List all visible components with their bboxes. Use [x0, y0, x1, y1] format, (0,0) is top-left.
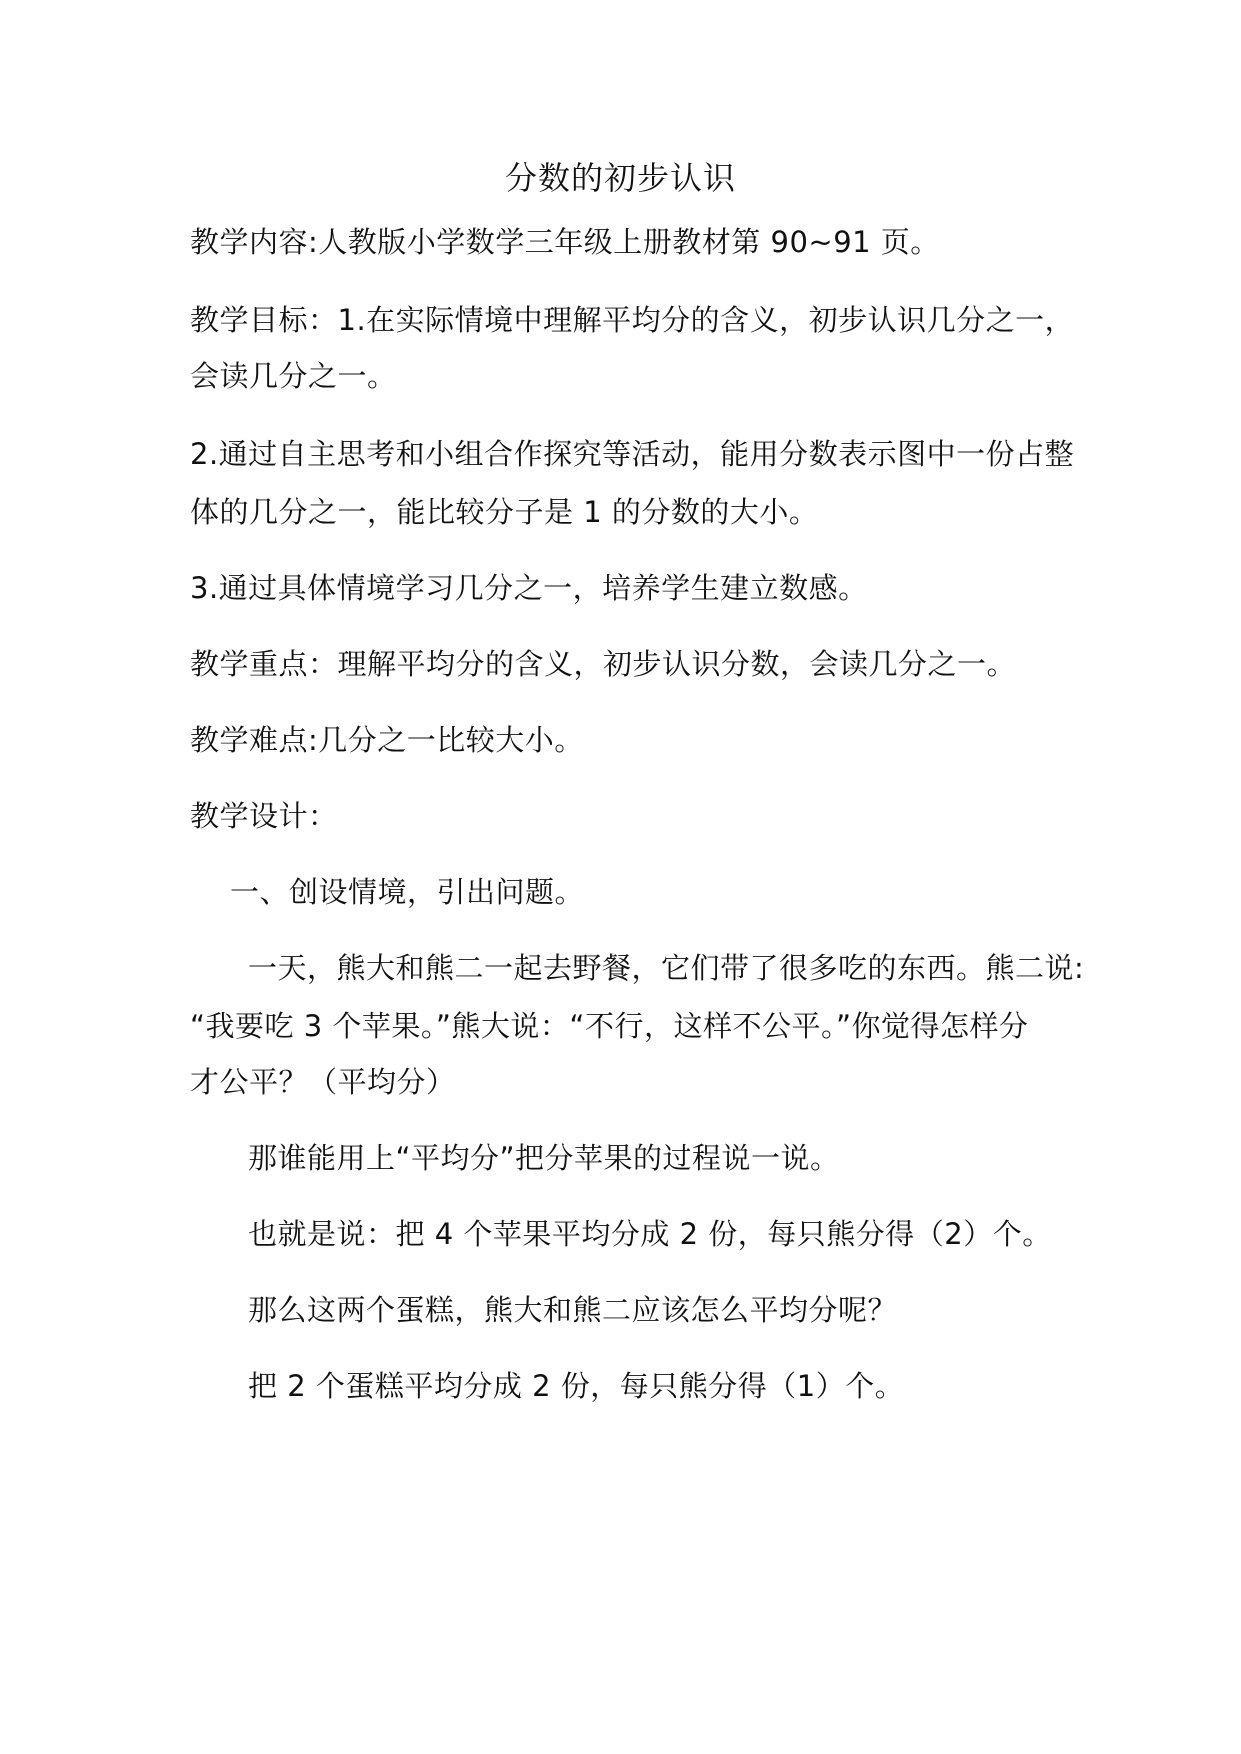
teaching-design-heading: 教学设计：	[190, 799, 338, 833]
section-one-heading: 一、创设情境，引出问题。	[230, 875, 585, 909]
objective-2-line-1: 2.通过自主思考和小组合作探究等活动，能用分数表示图中一份占整	[190, 437, 1075, 471]
story-paragraph-line-2: “我要吃 3 个苹果。”熊大说：“不行，这样不公平。”你觉得怎样分	[190, 1009, 1029, 1043]
teaching-content-line: 教学内容:人教版小学数学三年级上册教材第 90~91 页。	[190, 225, 940, 259]
story-paragraph-line-1: 一天，熊大和熊二一起去野餐，它们带了很多吃的东西。熊二说:	[248, 951, 1085, 985]
document-title: 分数的初步认识	[504, 159, 736, 197]
cake-question-line: 那么这两个蛋糕，熊大和熊二应该怎么平均分呢？	[248, 1293, 898, 1327]
objective-3-line: 3.通过具体情境学习几分之一，培养学生建立数感。	[190, 571, 868, 605]
teaching-difficulty-line: 教学难点:几分之一比较大小。	[190, 723, 584, 757]
teaching-objective-line-2: 会读几分之一。	[190, 359, 397, 393]
teaching-objective-line-1: 教学目标：1.在实际情境中理解平均分的含义，初步认识几分之一，	[190, 303, 1075, 337]
apple-answer-line: 也就是说：把 4 个苹果平均分成 2 份，每只熊分得（2）个。	[248, 1217, 1052, 1251]
story-paragraph-line-3: 才公平？（平均分）	[190, 1065, 456, 1099]
objective-2-line-2: 体的几分之一，能比较分子是 1 的分数的大小。	[190, 495, 819, 529]
teaching-focus-line: 教学重点：理解平均分的含义，初步认识分数，会读几分之一。	[190, 647, 1017, 681]
apple-question-line: 那谁能用上“平均分”把分苹果的过程说一说。	[248, 1141, 840, 1175]
cake-answer-line: 把 2 个蛋糕平均分成 2 份，每只熊分得（1）个。	[248, 1369, 905, 1403]
